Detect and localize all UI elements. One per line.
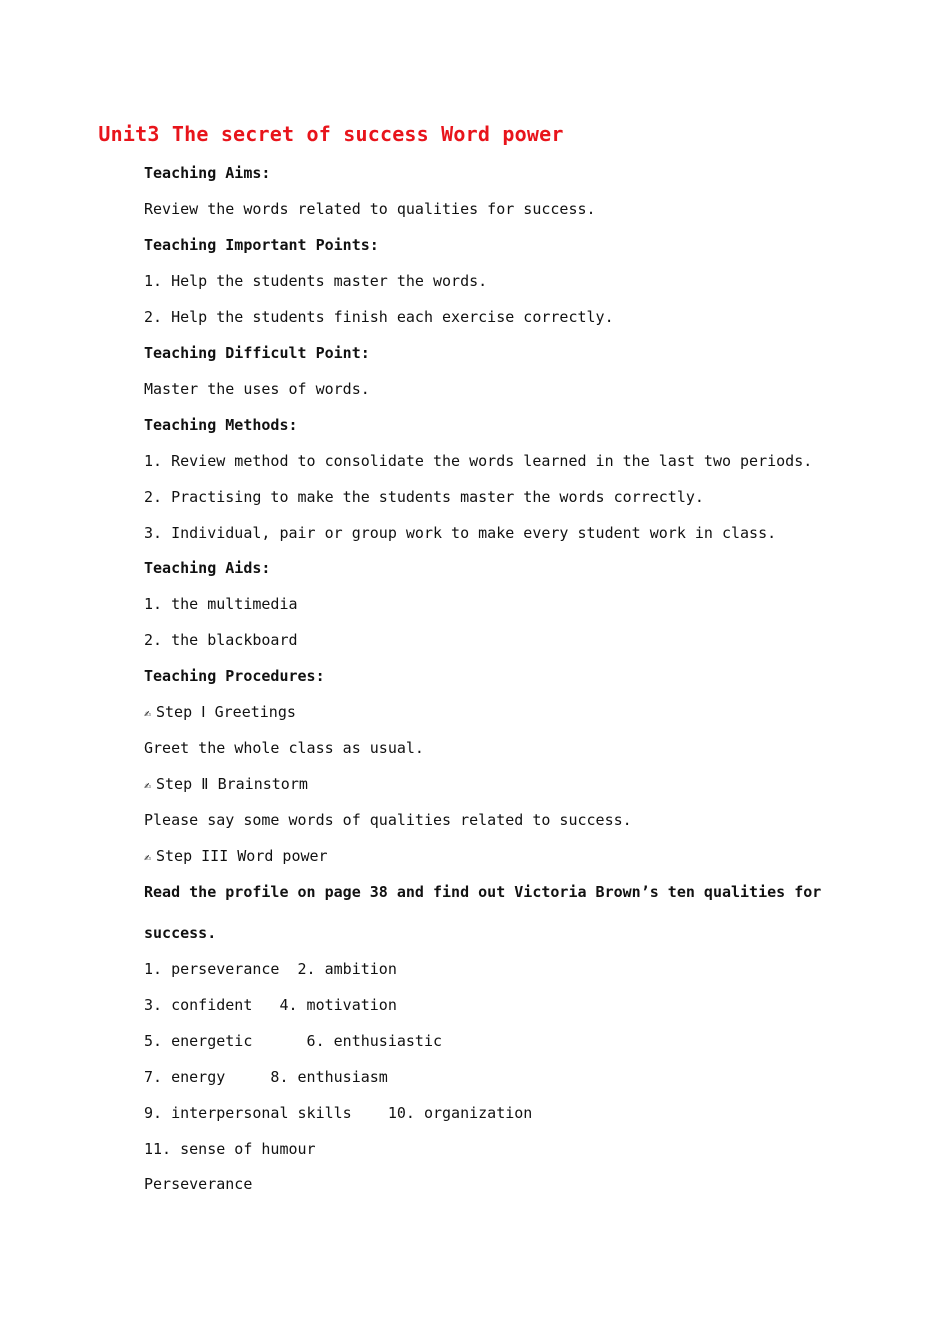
perseverance-heading: Perseverance [144,1175,253,1193]
step-1-text: Greet the whole class as usual. [144,739,424,757]
step-2-label: Step Ⅱ Brainstorm [156,775,308,793]
aids-item-1: 1. the multimedia [144,595,298,613]
methods-item-2: 2. Practising to make the students master the words correctly. [144,488,704,506]
important-item-2: 2. Help the students finish each exercise correctly. [144,308,614,326]
step-2-text: Please say some words of qualities related to success. [144,811,632,829]
aids-item-2: 2. the blackboard [144,631,298,649]
aims-heading: Teaching Aims: [144,164,271,182]
qualities-row-2: 3. confident 4. motivation [144,996,397,1014]
aids-heading: Teaching Aids: [144,559,271,577]
step-3-title [144,846,328,867]
procedures-heading: Teaching Procedures: [144,667,325,685]
methods-item-3: 3. Individual, pair or group work to make every student work in class. [144,524,777,542]
methods-heading: Teaching Methods: [144,416,298,434]
writing-hand-icon: ✍ [144,850,152,864]
page-title: Unit3 The secret of success Word power [98,122,564,146]
step-2-title [144,774,308,795]
qualities-row-3: 5. energetic 6. enthusiastic [144,1032,443,1050]
writing-hand-icon: ✍ [144,706,152,720]
step-1-title [144,702,296,723]
step-3-instruction-line-2: success. [144,924,217,942]
methods-item-1: 1. Review method to consolidate the words learned in the last two periods. [144,452,813,470]
qualities-row-6: 11. sense of humour [144,1140,316,1158]
important-heading: Teaching Important Points: [144,236,379,254]
qualities-row-1: 1. perseverance 2. ambition [144,960,397,978]
step-3-label: Step III Word power [156,847,328,865]
step-3-instruction-line-1: Read the profile on page 38 and find out Victoria Brown’s ten qualities for [144,883,822,901]
qualities-row-5: 9. interpersonal skills 10. organization [144,1104,533,1122]
difficult-heading: Teaching Difficult Point: [144,344,370,362]
writing-hand-icon: ✍ [144,778,152,792]
aims-text: Review the words related to qualities for success. [144,200,596,218]
qualities-row-4: 7. energy 8. enthusiasm [144,1068,388,1086]
difficult-text: Master the uses of words. [144,380,370,398]
important-item-1: 1. Help the students master the words. [144,272,488,290]
step-1-label: Step Ⅰ Greetings [156,703,296,721]
